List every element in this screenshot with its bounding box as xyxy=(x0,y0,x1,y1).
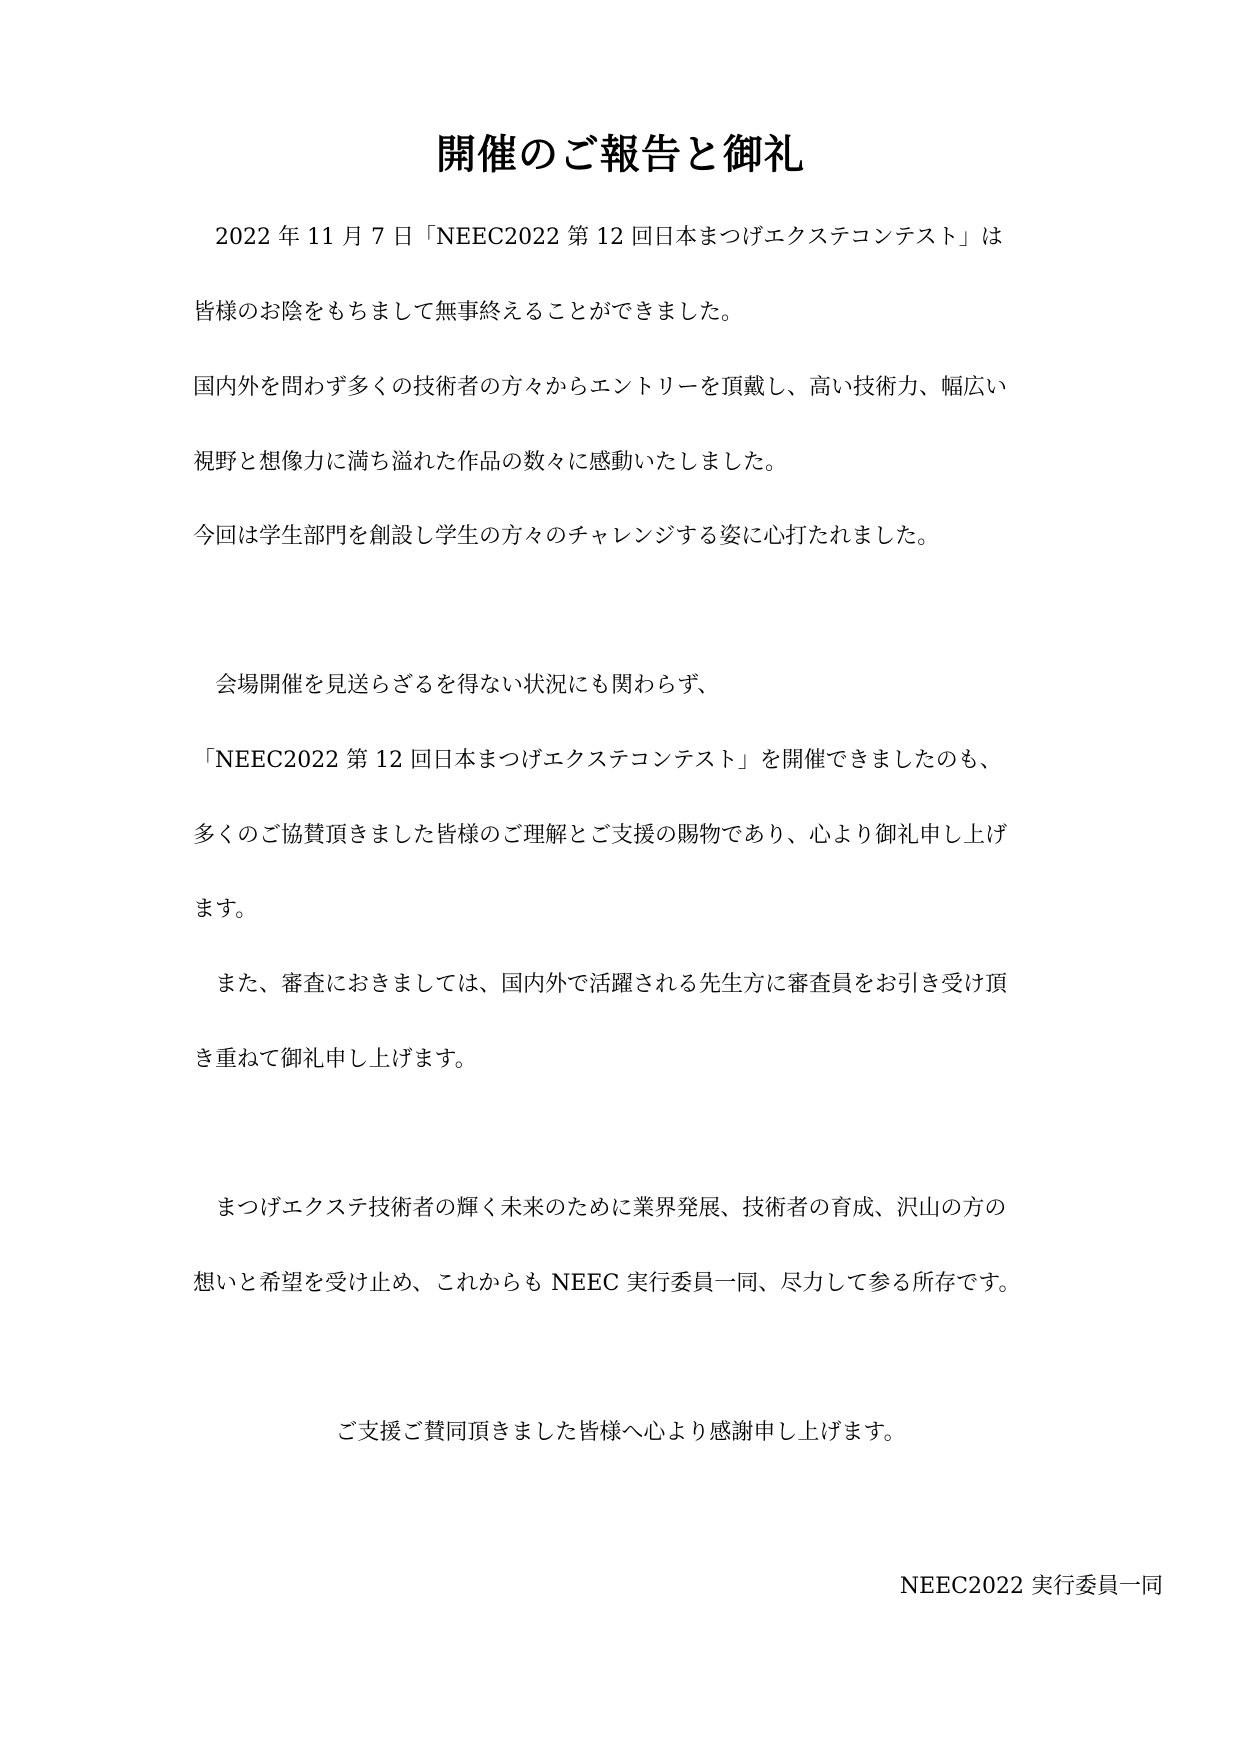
document-title: 開催のご報告と御礼 xyxy=(436,130,805,178)
paragraph-line: 皆様のお陰をもちまして無事終えることができました。 xyxy=(193,300,744,325)
paragraph-line: き重ねて御礼申し上げます。 xyxy=(193,1047,477,1072)
paragraph-line: ます。 xyxy=(193,897,258,922)
paragraph-line: 視野と想像力に満ち溢れた作品の数々に感動いたしました。 xyxy=(193,450,788,475)
paragraph-line: また、審査におきましては、国内外で活躍される先生方に審査員をお引き受け頂 xyxy=(193,972,1008,997)
paragraph-line: 会場開催を見送らざるを得ない状況にも関わらず、 xyxy=(193,673,720,698)
paragraph-line: 2022 年 11 月 7 日「NEEC2022 第 12 回日本まつげエクステコンテスト」は xyxy=(193,225,1003,250)
paragraph-line: 「NEEC2022 第 12 回日本まつげエクステコンテスト」を開催できましたのも、 xyxy=(193,748,1002,773)
closing-message: ご支援ご賛同頂きました皆様へ心より感謝申し上げます。 xyxy=(335,1420,906,1445)
signature: NEEC2022 実行委員一同 xyxy=(899,1574,1163,1599)
paragraph-line: 今回は学生部門を創設し学生の方々のチャレンジする姿に心打たれました。 xyxy=(193,524,940,549)
paragraph-line: まつげエクステ技術者の輝く未来のために業界発展、技術者の育成、沢山の方の xyxy=(193,1196,1007,1221)
paragraph-line: 多くのご協賛頂きました皆様のご理解とご支援の賜物であり、心より御礼申し上げ xyxy=(193,823,1008,848)
paragraph-line: 想いと希望を受け止め、これからも NEEC 実行委員一同、尽力して参る所存です。 xyxy=(193,1271,1021,1296)
paragraph-line: 国内外を問わず多くの技術者の方々からエントリーを頂戴し、高い技術力、幅広い xyxy=(193,375,1008,400)
